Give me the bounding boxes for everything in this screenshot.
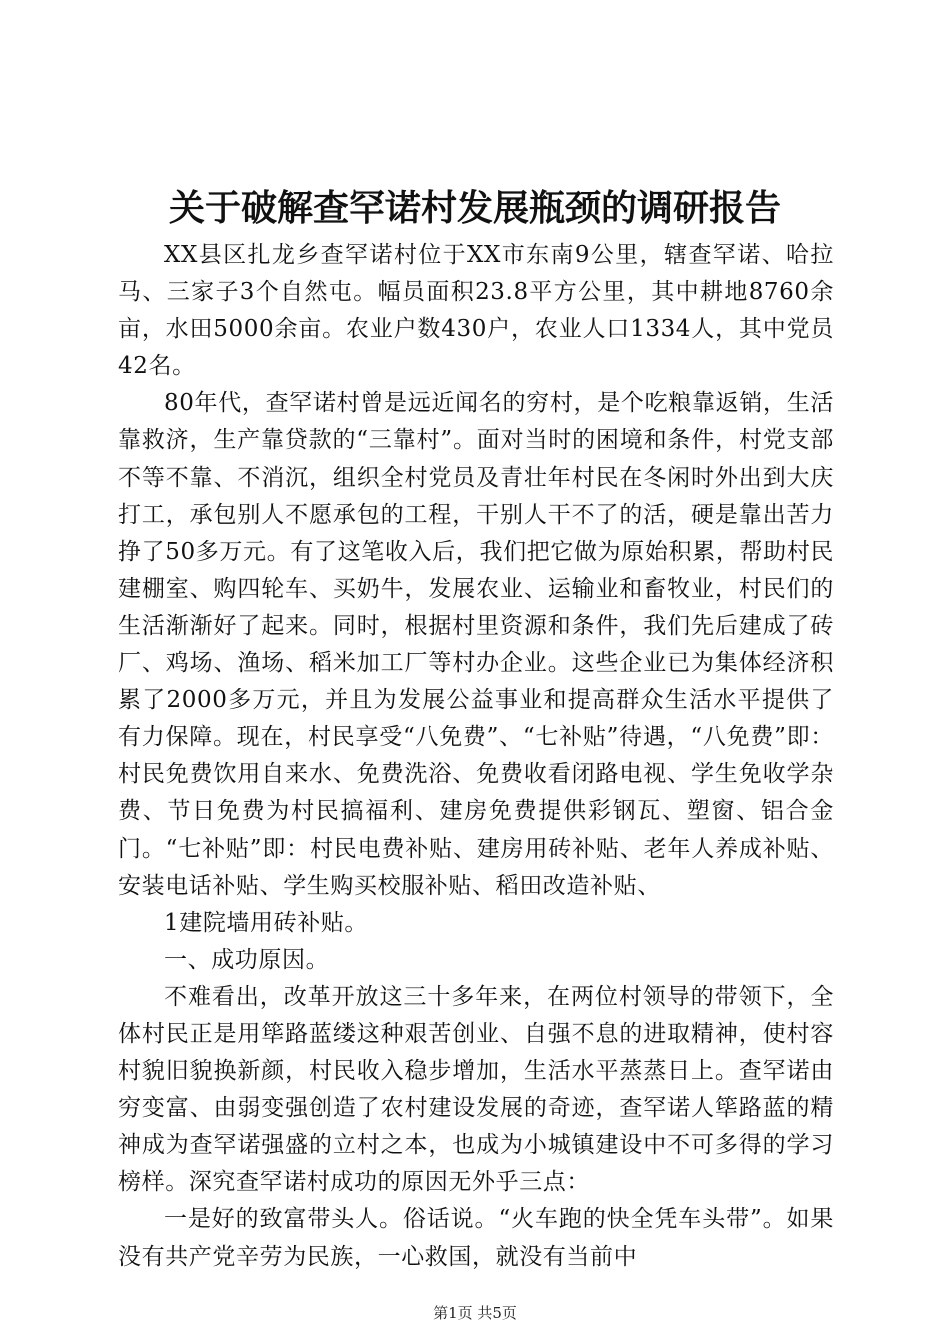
page-number-footer: 第1页 共5页 <box>433 1304 517 1322</box>
paragraph-subsidy-item: 1建院墙用砖补贴。 <box>164 909 369 936</box>
document-body <box>118 237 834 1276</box>
section-heading-success-reasons: 一、成功原因。 <box>164 946 330 973</box>
paragraph-analysis: 不难看出，改革开放这三十多年来，在两位村领导的带领下，全体村民正是用筚路蓝缕这种艰苦创业、自强不息的进取精神，使村容村貌旧貌换新颜，村民收入稳步增加，生活水平蒸蒸日上。查罕诺由穷变富、由弱变强创造了农村建设发展的奇迹，查罕诺人筚路蓝的精神成为查罕诺强盛的立村之本，也成为小城镇建设中不可多得的学习榜样。深究查罕诺村成功的原因无外乎三点： <box>118 983 834 1196</box>
paragraph-history: 80年代，查罕诺村曾是远近闻名的穷村，是个吃粮靠返销，生活靠救济，生产靠贷款的“三靠村”。面对当时的困境和条件，村党支部不等不靠、不消沉，组织全村党员及青壮年村民在冬闲时外出到大庆打工，承包别人不愿承包的工程，干别人干不了的活，硬是靠出苦力挣了50多万元。有了这笔收入后，我们把它做为原始积累，帮助村民建棚室、购四轮车、买奶牛，发展农业、运输业和畜牧业，村民们的生活渐渐好了起来。同时，根据村里资源和条件，我们先后建成了砖厂、鸡场、渔场、稻米加工厂等村办企业。这些企业已为集体经济积累了2000多万元，并且为发展公益事业和提高群众生活水平提供了有力保障。现在，村民享受“八免费”、“七补贴”待遇，“八免费”即：村民免费饮用自来水、免费洗浴、免费收看闭路电视、学生免收学杂费、节日免费为村民搞福利、建房免费提供彩钢瓦、塑窗、铝合金门。“七补贴”即：村民电费补贴、建房用砖补贴、老年人养成补贴、安装电话补贴、学生购买校服补贴、稻田改造补贴、 <box>118 390 834 899</box>
paragraph-intro: XX县区扎龙乡查罕诺村位于XX市东南9公里，辖查罕诺、哈拉马、三家子3个自然屯。幅员面积23.8平方公里，其中耕地8760余亩，水田5000余亩。农业户数430户，农业人口1334人，其中党员42名。 <box>118 242 834 380</box>
document-title: 关于破解查罕诺村发展瓶颈的调研报告 <box>168 187 781 229</box>
paragraph-point-one: 一是好的致富带头人。俗话说。“火车跑的快全凭车头带”。如果没有共产党辛劳为民族，一心救国，就没有当前中 <box>118 1206 834 1270</box>
